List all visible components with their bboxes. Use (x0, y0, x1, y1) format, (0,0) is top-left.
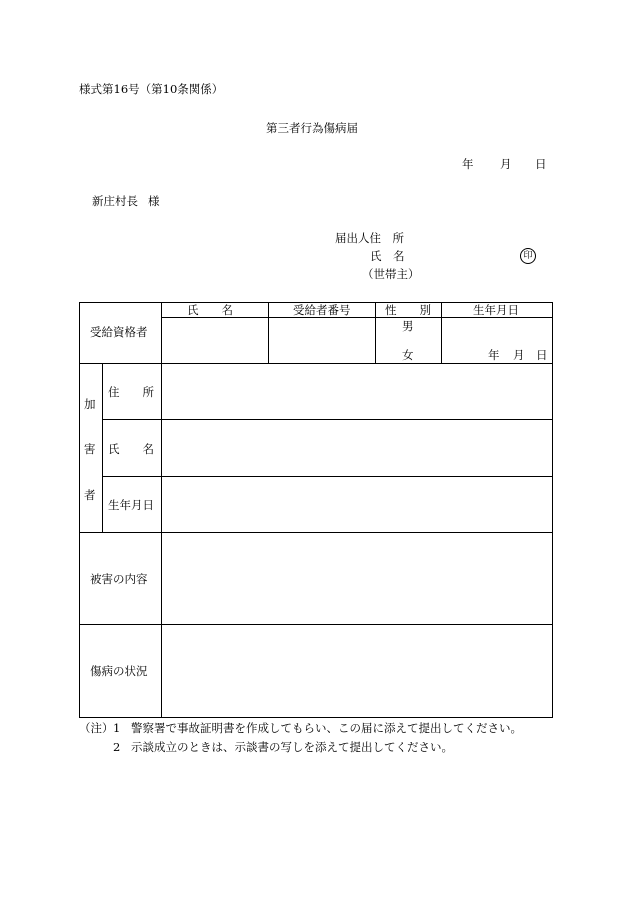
date-day-label: 日 (535, 157, 547, 171)
form-title: 第三者行為傷病届 (266, 121, 358, 135)
damage-label: 被害の内容 (90, 572, 148, 586)
applicant-head-label: （世帯主） (362, 267, 420, 281)
note-2-text: 示談成立のときは、示談書の写しを添えて提出してください。 (131, 740, 453, 754)
perpetrator-address-label: 住 所 (108, 385, 154, 399)
header-sex: 性 別 (385, 303, 431, 317)
note-1-text: 警察署で事故証明書を作成してもらい、この届に添えて提出してください。 (131, 721, 522, 735)
perpetrator-char-1: 加 (84, 397, 96, 411)
sex-male: 男 (402, 319, 414, 333)
sex-female: 女 (402, 348, 414, 362)
header-name: 氏 名 (187, 303, 233, 317)
form-number: 様式第16号（第10条関係） (79, 82, 224, 96)
addressee-honorific: 様 (148, 194, 160, 208)
header-recipient-number: 受給者番号 (293, 303, 351, 317)
birth-year-label: 年 (488, 348, 500, 362)
applicant-name-label: 氏 名 (370, 249, 405, 263)
addressee-name: 新庄村長 (92, 194, 138, 208)
perpetrator-birthdate-label: 生年月日 (108, 498, 154, 512)
claim-table (79, 302, 553, 718)
note-1-number: 1 (113, 721, 121, 735)
notes-prefix: （注） (79, 721, 114, 735)
perpetrator-name-label: 氏 名 (108, 442, 154, 456)
perpetrator-char-2: 害 (84, 442, 96, 456)
note-2-number: 2 (113, 740, 121, 754)
header-birthdate: 生年月日 (473, 303, 519, 317)
condition-label: 傷病の状況 (90, 664, 148, 678)
date-year-label: 年 (462, 157, 474, 171)
perpetrator-char-3: 者 (84, 488, 96, 502)
applicant-address-label: 届出人住 所 (335, 231, 404, 245)
date-month-label: 月 (500, 157, 512, 171)
recipient-label: 受給資格者 (90, 325, 148, 339)
seal-mark: 印 (520, 248, 536, 264)
birth-month-label: 月 (513, 348, 525, 362)
birth-day-label: 日 (536, 348, 548, 362)
